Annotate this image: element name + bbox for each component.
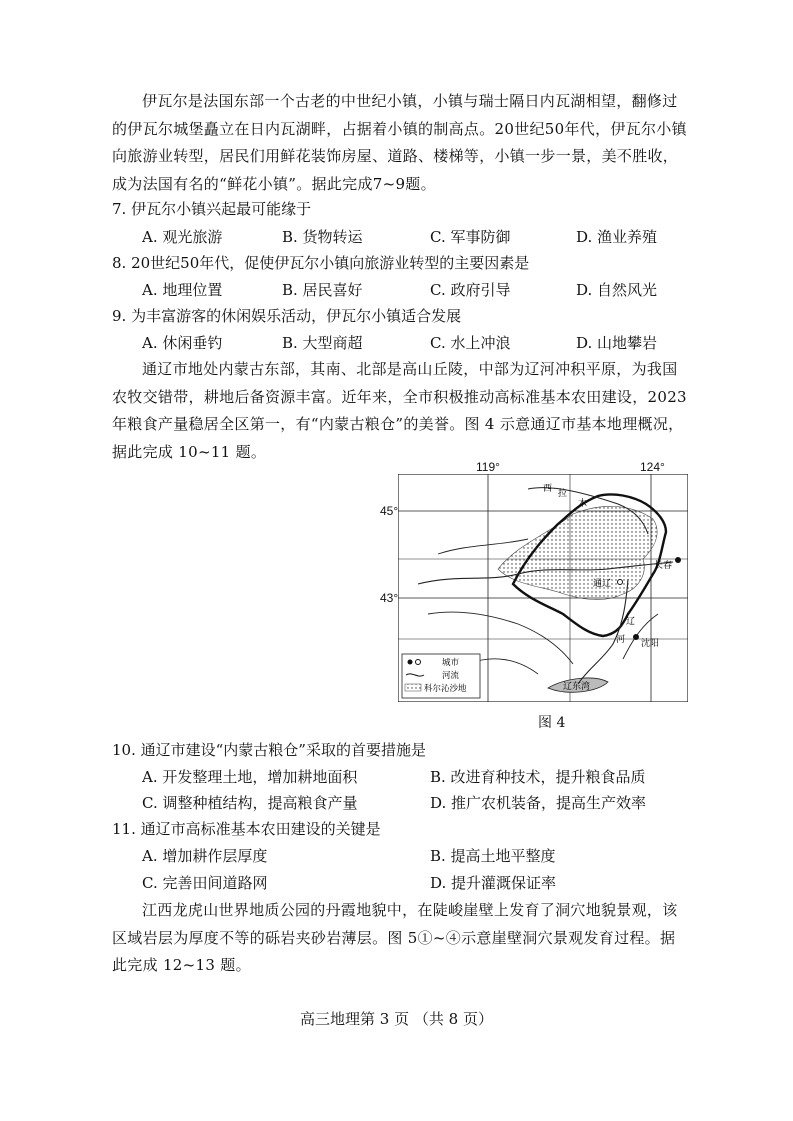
passage-longhushan: 江西龙虎山世界地质公园的丹霞地貌中，在陡峻崖壁上发育了洞穴地貌景观，该区域岩层为厚度不等的砾岩夹砂岩薄层。图 5①~④示意崖壁洞穴景观发育过程。据此完成 12~13 题。 — [112, 901, 678, 974]
legend-city: 城市 — [442, 657, 460, 667]
legend-sand-symbol — [405, 684, 421, 691]
label-river-char: 辽 — [626, 616, 636, 626]
option-10d: D. 推广农机装备，提高生产效率 — [430, 794, 647, 812]
label-river-char: 木 — [578, 498, 588, 508]
option-11c: C. 完善田间道路网 — [142, 874, 268, 892]
option-9b: B. 大型商超 — [282, 334, 363, 352]
label-river-char: 河 — [616, 634, 626, 644]
question-11-stem: 11. 通辽市高标准基本农田建设的关键是 — [112, 820, 381, 838]
option-9a: A. 休闲垂钓 — [142, 334, 223, 352]
passage-tongliao: 通辽市地处内蒙古东部，其南、北部是高山丘陵，中部为辽河冲积平原，为我国农牧交错带，耕地后备资源丰富。近年来，全市积极推动高标准基本农田建设，2023 年粮食产量稳居全区第一，有“内蒙古粮仓”的美誉。图 4 示意通辽市基本地理概况，据此完成 10~11 题。 — [112, 360, 687, 461]
option-9c: C. 水上冲浪 — [430, 334, 511, 352]
option-10a: A. 开发整理土地，增加耕地面积 — [142, 768, 358, 786]
option-10b: B. 改进育种技术，提升粮食品质 — [430, 768, 646, 786]
label-river-char: 拉 — [558, 488, 568, 498]
option-9d: D. 山地攀岩 — [576, 334, 658, 352]
option-7c: C. 军事防御 — [430, 228, 511, 246]
label-river-char: 西 — [543, 483, 553, 493]
question-10-stem: 10. 通辽市建设“内蒙古粮仓”采取的首要措施是 — [112, 741, 426, 759]
option-11b: B. 提高土地平整度 — [430, 847, 556, 865]
label-liaodong-bay: 辽东湾 — [563, 681, 591, 691]
tongliao-map — [398, 474, 688, 702]
city-tongliao — [618, 580, 623, 585]
option-11d: D. 提升灌溉保证率 — [430, 874, 557, 892]
question-7-stem: 7. 伊瓦尔小镇兴起最可能缘于 — [112, 200, 312, 218]
option-10c: C. 调整种植结构，提高粮食产量 — [142, 794, 358, 812]
city-shenyang — [633, 634, 639, 640]
lon-124-label: 124° — [640, 460, 665, 474]
figure-caption: 图 4 — [538, 715, 566, 731]
option-7a: A. 观光旅游 — [142, 228, 223, 246]
option-7b: B. 货物转运 — [282, 228, 363, 246]
question-9-stem: 9. 为丰富游客的休闲娱乐活动，伊瓦尔小镇适合发展 — [112, 307, 462, 325]
passage-ivoire: 伊瓦尔是法国东部一个古老的中世纪小镇，小镇与瑞士隔日内瓦湖相望，翻修过的伊瓦尔城堡矗立在日内瓦湖畔，占据着小镇的制高点。20世纪50年代，伊瓦尔小镇向旅游业转型，居民们用鲜花装饰房屋、道路、楼梯等，小镇一步一景，美不胜收，成为法国有名的“鲜花小镇”。据此完成7~9题。 — [112, 92, 687, 193]
option-8c: C. 政府引导 — [430, 281, 511, 299]
legend-sand: 科尔沁沙地 — [424, 683, 467, 693]
question-8-stem: 8. 20世纪50年代，促使伊瓦尔小镇向旅游业转型的主要因素是 — [112, 254, 530, 272]
option-8b: B. 居民喜好 — [282, 281, 363, 299]
legend-city-symbol — [408, 660, 413, 665]
label-changchun: 长春 — [654, 560, 673, 570]
city-changchun — [675, 557, 681, 563]
lat-43-label: 43° — [380, 591, 399, 605]
option-11a: A. 增加耕作层厚度 — [142, 847, 268, 865]
option-8a: A. 地理位置 — [142, 281, 223, 299]
lon-119-label: 119° — [476, 460, 500, 474]
legend-river: 河流 — [442, 670, 460, 680]
lat-45-label: 45° — [380, 504, 399, 518]
option-8d: D. 自然风光 — [576, 281, 658, 299]
label-tongliao: 通辽 — [593, 578, 612, 588]
legend-city-symbol — [416, 660, 421, 665]
page-footer: 高三地理第 3 页 （共 8 页） — [300, 1010, 493, 1028]
label-shenyang: 沈阳 — [641, 638, 660, 648]
option-7d: D. 渔业养殖 — [576, 228, 658, 246]
